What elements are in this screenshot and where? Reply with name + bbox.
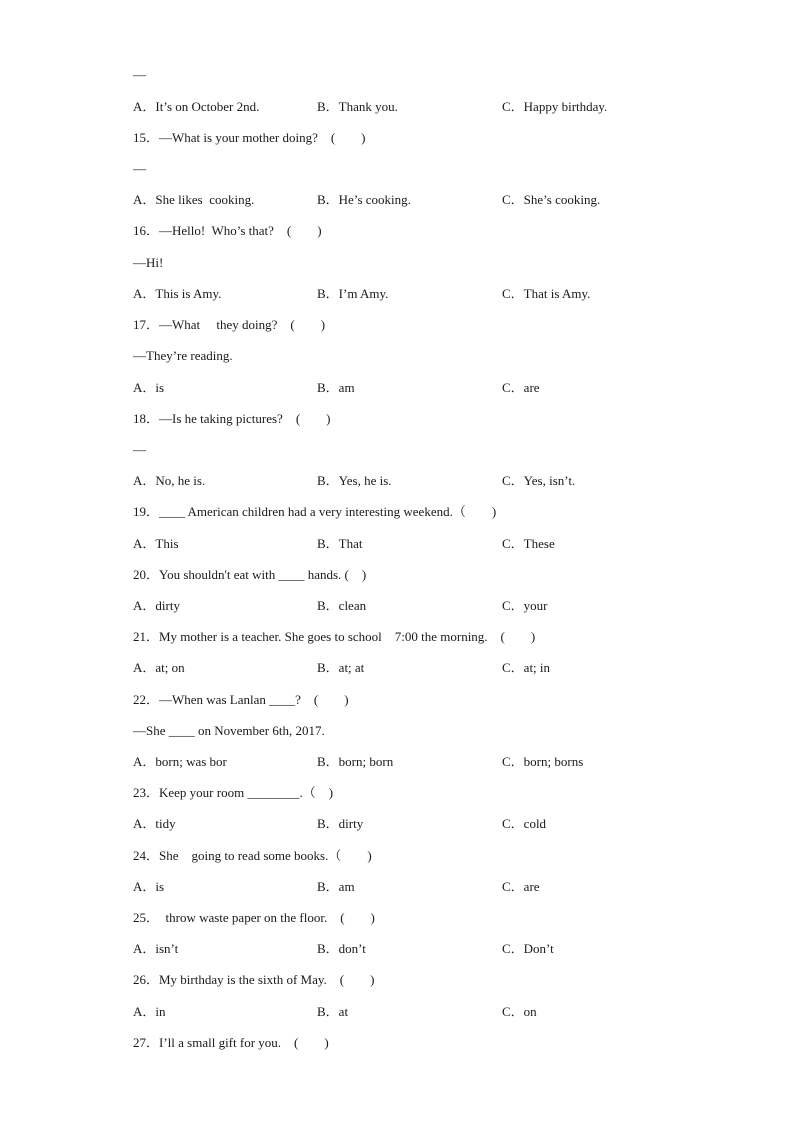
question-stem: 19．____ American children had a very interesting weekend.（ ) — [133, 504, 497, 519]
option-c: C．your — [502, 598, 548, 613]
option-a: A．No, he is. — [133, 473, 206, 488]
option-a: A．This is Amy. — [133, 286, 222, 301]
question-stem: 20．You shouldn't eat with ____ hands. ( ) — [133, 567, 367, 582]
option-c: C．She’s cooking. — [502, 192, 601, 207]
question-stem: 15．—What is your mother doing? ( ) — [133, 130, 366, 145]
question-stem: 27．I’ll a small gift for you. ( ) — [133, 1035, 329, 1050]
option-c: C．Happy birthday. — [502, 99, 608, 114]
question-stem: 25． throw waste paper on the floor. ( ) — [133, 910, 375, 925]
option-a: A．is — [133, 380, 165, 395]
option-b: B．at — [317, 1004, 349, 1019]
option-b: B．don’t — [317, 941, 366, 956]
option-c: C．on — [502, 1004, 537, 1019]
answer-line: — — [133, 161, 146, 176]
option-c: C．That is Amy. — [502, 286, 591, 301]
option-b: B．Thank you. — [317, 99, 398, 114]
question-stem: 21．My mother is a teacher. She goes to school 7:00 the morning. ( ) — [133, 629, 536, 644]
question-stem: 16．—Hello! Who’s that? ( ) — [133, 223, 322, 238]
option-a: A．She likes cooking. — [133, 192, 255, 207]
option-b: B．I’m Amy. — [317, 286, 389, 301]
option-c: C．These — [502, 536, 555, 551]
option-b: B．am — [317, 380, 355, 395]
option-c: C．are — [502, 879, 540, 894]
option-a: A．isn’t — [133, 941, 179, 956]
option-b: B．Yes, he is. — [317, 473, 392, 488]
option-b: B．dirty — [317, 816, 364, 831]
option-a: A．at; on — [133, 660, 185, 675]
option-c: C．are — [502, 380, 540, 395]
option-b: B．clean — [317, 598, 367, 613]
option-a: A．born; was bor — [133, 754, 227, 769]
question-stem: 17．—What they doing? ( ) — [133, 317, 326, 332]
answer-line: — — [133, 442, 146, 457]
option-b: B．at; at — [317, 660, 365, 675]
question-stem: 26．My birthday is the sixth of May. ( ) — [133, 972, 375, 987]
option-c: C．cold — [502, 816, 547, 831]
answer-line: — — [133, 67, 146, 82]
option-b: B．born; born — [317, 754, 394, 769]
option-b: B．am — [317, 879, 355, 894]
option-a: A．tidy — [133, 816, 176, 831]
option-b: B．That — [317, 536, 363, 551]
option-a: A．dirty — [133, 598, 180, 613]
option-b: B．He’s cooking. — [317, 192, 411, 207]
question-stem: 24．She going to read some books.（ ) — [133, 848, 372, 863]
option-c: C．at; in — [502, 660, 551, 675]
question-stem: 22．—When was Lanlan ____? ( ) — [133, 692, 349, 707]
option-a: A．It’s on October 2nd. — [133, 99, 260, 114]
option-a: A．is — [133, 879, 165, 894]
option-a: A．This — [133, 536, 179, 551]
answer-line: —They’re reading. — [133, 348, 233, 363]
question-stem: 18．—Is he taking pictures? ( ) — [133, 411, 331, 426]
option-c: C．Don’t — [502, 941, 554, 956]
option-c: C．born; borns — [502, 754, 584, 769]
answer-line: —She ____ on November 6th, 2017. — [133, 723, 325, 738]
question-stem: 23．Keep your room ________.（ ) — [133, 785, 334, 800]
option-a: A．in — [133, 1004, 166, 1019]
answer-line: —Hi! — [133, 255, 164, 270]
option-c: C．Yes, isn’t. — [502, 473, 576, 488]
